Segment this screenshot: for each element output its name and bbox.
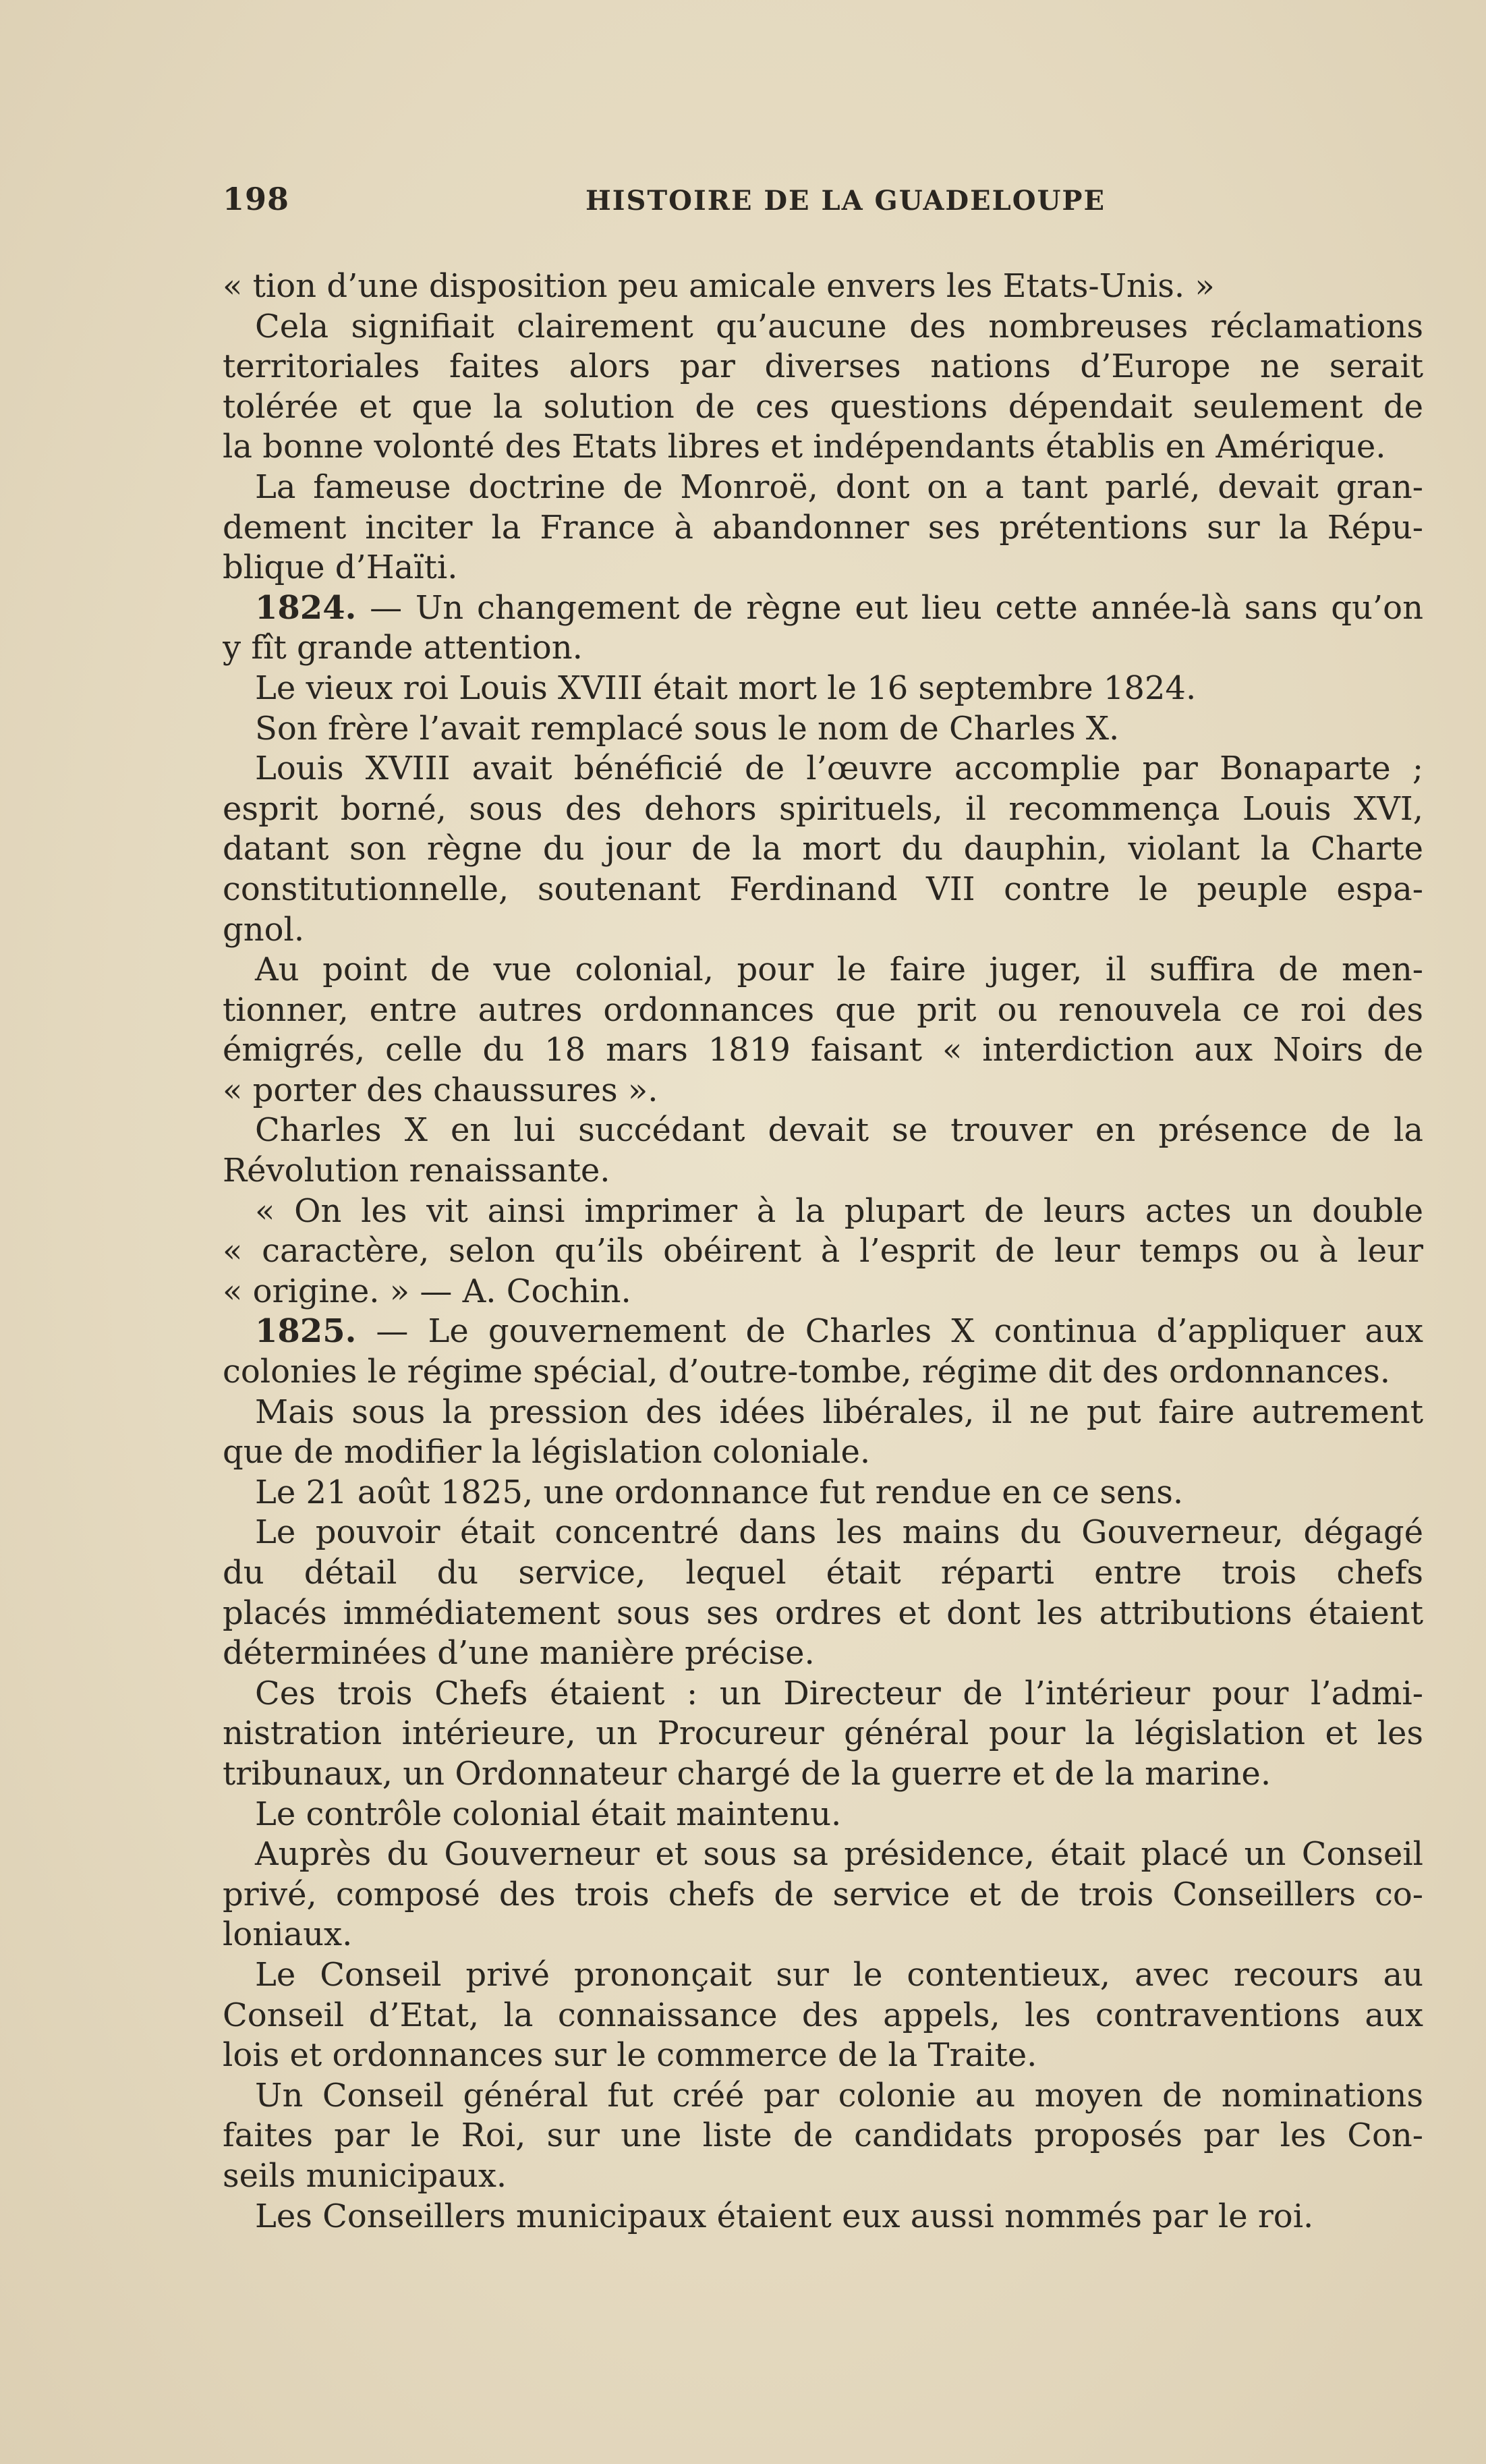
line-text: Mais sous la pression des idées libérales, il ne put faire autrement <box>255 1393 1423 1431</box>
text-line <box>223 1151 1423 1192</box>
text-line <box>223 2116 1423 2156</box>
line-text: faites par le Roi, sur une liste de candidats proposés par les Con- <box>223 2117 1423 2155</box>
text-line <box>223 267 1423 307</box>
line-text: La fameuse doctrine de Monroë, dont on a tant parlé, devait gran- <box>255 468 1423 506</box>
text-line <box>223 1553 1423 1594</box>
line-text: tribunaux, un Ordonnateur chargé de la guerre et de la marine. <box>223 1754 1271 1793</box>
page-number: 198 <box>223 181 290 217</box>
text-line <box>223 1594 1423 1634</box>
text-line <box>223 1674 1423 1714</box>
line-text: « caractère, selon qu’ils obéirent à l’esprit de leur temps ou à leur <box>223 1232 1423 1270</box>
text-line <box>223 669 1423 709</box>
line-text: gnol. <box>223 910 305 949</box>
text-line <box>223 1030 1423 1071</box>
line-text: Auprès du Gouverneur et sous sa présidence, était placé un Conseil <box>255 1835 1423 1874</box>
line-text: Charles X en lui succédant devait se trouver en présence de la <box>255 1111 1423 1150</box>
line-text: nistration intérieure, un Procureur général pour la législation et les <box>223 1714 1423 1753</box>
text-line <box>223 1312 1423 1352</box>
text-line <box>223 427 1423 468</box>
body-text <box>223 267 1423 2237</box>
line-text: datant son règne du jour de la mort du dauphin, violant la Charte <box>223 830 1423 868</box>
line-text: — Un changement de règne eut lieu cette année-là sans qu’on <box>356 588 1423 627</box>
line-text: esprit borné, sous des dehors spirituels, il recommença Louis XVI, <box>223 789 1423 828</box>
text-line <box>223 588 1423 629</box>
text-line <box>223 789 1423 830</box>
text-line <box>223 1272 1423 1312</box>
text-line <box>223 307 1423 347</box>
line-text: la bonne volonté des Etats libres et indépendants établis en Amérique. <box>223 428 1386 466</box>
text-line <box>223 1795 1423 1835</box>
line-text: territoriales faites alors par diverses nations d’Europe ne serait <box>223 347 1423 386</box>
line-text: Cela signifiait clairement qu’aucune des nombreuses réclamations <box>255 307 1423 345</box>
line-text: Le vieux roi Louis XVIII était mort le 16 septembre 1824. <box>255 669 1197 707</box>
line-text: Son frère l’avait remplacé sous le nom de Charles X. <box>255 709 1120 748</box>
line-text: « porter des chaussures ». <box>223 1071 658 1109</box>
line-text: « origine. » — A. Cochin. <box>223 1272 631 1310</box>
line-text: dement inciter la France à abandonner ses prétentions sur la Répu- <box>223 508 1423 547</box>
line-text: Un Conseil général fut créé par colonie au moyen de nominations <box>255 2076 1423 2115</box>
line-text: blique d’Haïti. <box>223 549 458 587</box>
line-text: que de modifier la législation coloniale. <box>223 1433 871 1472</box>
text-line <box>223 1754 1423 1795</box>
line-text: seils municipaux. <box>223 2156 507 2195</box>
text-line <box>223 910 1423 951</box>
line-text: Le pouvoir était concentré dans les mains du Gouverneur, dégagé <box>255 1513 1423 1552</box>
running-title: HISTOIRE DE LA GUADELOUPE <box>585 185 1106 217</box>
text-line <box>223 1955 1423 1996</box>
line-text: colonies le régime spécial, d’outre-tombe, régime dit des ordonnances. <box>223 1353 1390 1391</box>
line-text: lois et ordonnances sur le commerce de la Traite. <box>223 2036 1037 2075</box>
text-line <box>223 1633 1423 1674</box>
text-line <box>223 1192 1423 1232</box>
line-text: tolérée et que la solution de ces questions dépendait seulement de <box>223 387 1423 426</box>
text-line <box>223 870 1423 910</box>
line-text: — Le gouvernement de Charles X continua d’appliquer aux <box>356 1312 1423 1351</box>
line-text: déterminées d’une manière précise. <box>223 1634 815 1673</box>
text-line <box>223 1393 1423 1433</box>
year-heading: 1825. <box>255 1312 357 1351</box>
page-header <box>223 181 1423 228</box>
line-text: Le 21 août 1825, une ordonnance fut rendue en ce sens. <box>255 1473 1184 1511</box>
line-text: Au point de vue colonial, pour le faire juger, il suffira de men- <box>255 951 1423 989</box>
text-line <box>223 1513 1423 1553</box>
text-line <box>223 749 1423 789</box>
line-text: Révolution renaissante. <box>223 1152 610 1190</box>
line-text: du détail du service, lequel était réparti entre trois chefs <box>223 1554 1423 1592</box>
text-line <box>223 468 1423 508</box>
text-line <box>223 829 1423 870</box>
text-line <box>223 1835 1423 1875</box>
text-line <box>223 2076 1423 2117</box>
text-line <box>223 1714 1423 1754</box>
text-line <box>223 628 1423 669</box>
line-text: Les Conseillers municipaux étaient eux aussi nommés par le roi. <box>255 2197 1314 2235</box>
text-line <box>223 1915 1423 1955</box>
line-text: privé, composé des trois chefs de service et de trois Conseillers co- <box>223 1875 1423 1913</box>
line-text: « On les vit ainsi imprimer à la plupart de leurs actes un double <box>255 1192 1423 1230</box>
text-line <box>223 950 1423 990</box>
text-line <box>223 2156 1423 2197</box>
line-text: Louis XVIII avait bénéficié de l’œuvre accomplie par Bonaparte ; <box>255 750 1423 788</box>
text-line <box>223 1432 1423 1473</box>
text-line <box>223 1352 1423 1393</box>
line-text: « tion d’une disposition peu amicale envers les Etats-Unis. » <box>223 267 1215 305</box>
text-line <box>223 1231 1423 1272</box>
line-text: émigrés, celle du 18 mars 1819 faisant « interdiction aux Noirs de <box>223 1031 1423 1069</box>
text-line <box>223 347 1423 387</box>
text-line <box>223 709 1423 750</box>
text-line <box>223 1996 1423 2036</box>
line-text: loniaux. <box>223 1915 353 1954</box>
line-text: Le Conseil privé prononçait sur le contentieux, avec recours au <box>255 1955 1423 1994</box>
text-line <box>223 2197 1423 2237</box>
text-line <box>223 2036 1423 2076</box>
line-text: Le contrôle colonial était maintenu. <box>255 1795 842 1833</box>
text-line <box>223 508 1423 549</box>
text-line <box>223 1473 1423 1513</box>
line-text: Conseil d’Etat, la connaissance des appels, les contraventions aux <box>223 1996 1423 2034</box>
line-text: y fît grande attention. <box>223 629 583 667</box>
line-text: Ces trois Chefs étaient : un Directeur de l’intérieur pour l’admi- <box>255 1674 1423 1712</box>
text-line <box>223 548 1423 588</box>
text-line <box>223 1875 1423 1915</box>
text-line <box>223 387 1423 428</box>
year-heading: 1824. <box>255 588 357 627</box>
line-text: placés immédiatement sous ses ordres et dont les attributions étaient <box>223 1594 1423 1632</box>
line-text: tionner, entre autres ordonnances que prit ou renouvela ce roi des <box>223 990 1423 1029</box>
text-line <box>223 1071 1423 1111</box>
text-line <box>223 990 1423 1031</box>
line-text: constitutionnelle, soutenant Ferdinand VII contre le peuple espa- <box>223 870 1423 908</box>
text-line <box>223 1111 1423 1151</box>
